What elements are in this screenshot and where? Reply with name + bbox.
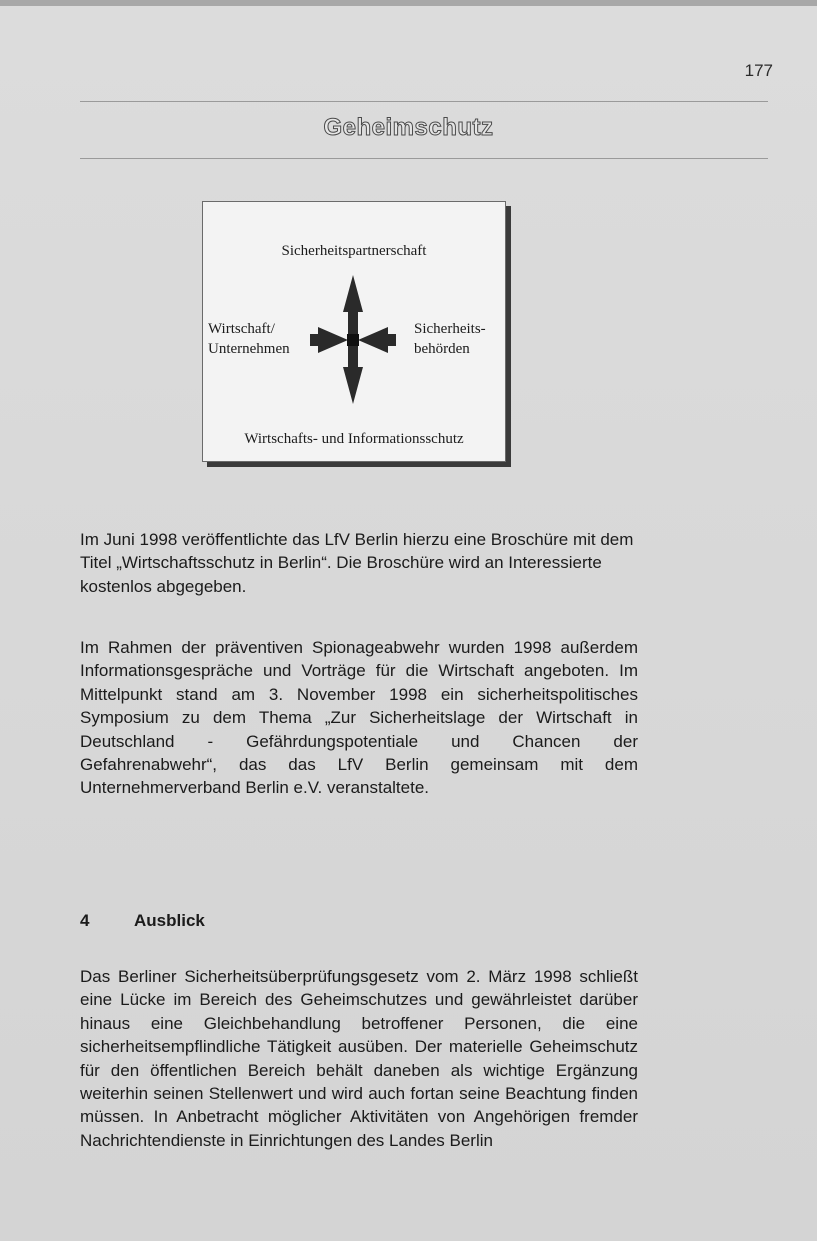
arrow-right-shape xyxy=(358,327,396,353)
diagram-right-label-line2: behörden xyxy=(414,341,470,357)
diagram-left-label xyxy=(208,319,290,359)
diagram-right-label xyxy=(414,319,486,359)
paragraph-symposium: Im Rahmen der präventiven Spionageabwehr wurden 1998 außerdem Informationsgespräche und Vorträge für die Wirtschaft angeboten. Im Mittelpunkt stand am 3. November 1998 ein sicherheitspolitisches Symposium zu dem Thema „Zur Sicherheitslage der Wirtschaft in Deutschland - Gefährdungspotentiale und Chancen der Gefahrenabwehr“, das das LfV Berlin gemeinsam mit dem Unternehmerverband Berlin e.V. veranstaltete. xyxy=(80,638,638,798)
running-head: Geheimschutz xyxy=(323,114,494,141)
page-number: 177 xyxy=(744,61,773,80)
diagram-bottom-label: Wirtschafts- und Informationsschutz xyxy=(244,431,464,447)
top-edge xyxy=(0,0,817,6)
diagram-right-label-line1: Sicherheits- xyxy=(414,321,486,337)
header-rule-bottom xyxy=(80,158,768,159)
arrow-up-shape xyxy=(343,275,363,334)
section-number: 4 xyxy=(80,911,90,930)
four-arrows-icon xyxy=(308,272,398,407)
paragraph-outlook: Das Berliner Sicherheitsüberprüfungsgesetz vom 2. März 1998 schließt eine Lücke im Bereich des Geheimschutzes und gewährleistet darüber hinaus eine Gleichbehandlung betroffener Personen, die eine sicherheitsempflindliche Tätigkeit ausüben. Der materielle Geheimschutz für den öffentlichen Bereich behält daneben als wichtige Ergänzung weiterhin seinen Stellenwert und wird auch fortan seine Beachtung finden müssen. In Anbetracht möglicher Aktivitäten von Angehörigen fremder Nachrichtendienste in Einrichtungen des Landes Berlin xyxy=(80,967,638,1150)
section-title: Ausblick xyxy=(134,911,205,930)
section-heading xyxy=(80,911,205,931)
arrow-left-shape xyxy=(310,327,348,353)
arrow-down-shape xyxy=(343,346,363,404)
diagram-left-label-line2: Unternehmen xyxy=(208,341,290,357)
diagram-top-label: Sicherheitspartnerschaft xyxy=(281,243,427,259)
center-square xyxy=(347,334,359,346)
diagram-left-label-line1: Wirtschaft/ xyxy=(208,321,275,337)
partnership-diagram xyxy=(202,201,506,462)
header-rule-top xyxy=(80,101,768,102)
paragraph-brochure: Im Juni 1998 veröffentlichte das LfV Berlin hierzu eine Broschüre mit dem Titel „Wirtschaftsschutz in Berlin“. Die Broschüre wird an Interessierte kostenlos abgegeben. xyxy=(80,530,634,596)
